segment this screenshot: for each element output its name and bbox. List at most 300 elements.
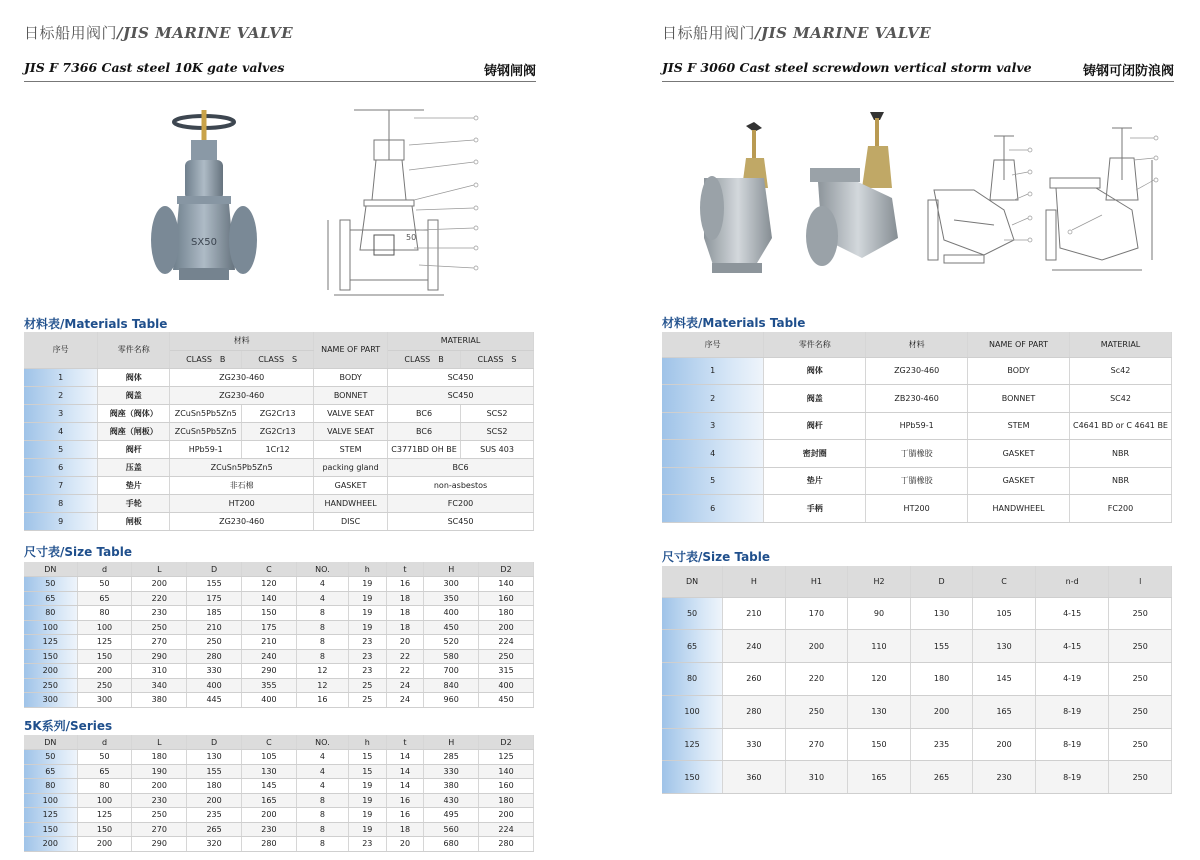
table-cell: 8-19 [1035, 728, 1109, 761]
header-material: MATERIAL [388, 332, 534, 350]
materials-table-title: 材料表/Materials Table [662, 316, 806, 330]
table-cell: 180 [132, 750, 187, 765]
table-row [24, 808, 534, 823]
cell-no: 3 [662, 412, 764, 440]
cell-dn: 65 [24, 591, 77, 606]
column-header: MATERIAL [1069, 332, 1171, 357]
table-cell: 250 [785, 695, 848, 728]
storm-valve-drawing-b [1042, 120, 1162, 280]
table-cell: 310 [132, 664, 187, 679]
table-cell: 180 [479, 606, 534, 621]
table-cell: ZB230-460 [866, 385, 968, 413]
table-cell: 8-19 [1035, 761, 1109, 794]
table-cell: 250 [77, 678, 132, 693]
table-cell: 200 [479, 808, 534, 823]
column-header: C [242, 735, 297, 750]
cell-dn: 125 [662, 728, 723, 761]
table-cell: 210 [187, 620, 242, 635]
product-name-en: JIS F 3060 Cast steel screwdown vertical storm valve [662, 60, 1032, 75]
cell-dn: 80 [24, 779, 77, 794]
cell-no: 5 [662, 467, 764, 495]
table-cell: 400 [187, 678, 242, 693]
table-cell: GASKET [968, 467, 1070, 495]
cell-part-cn: 垫片 [98, 476, 170, 494]
product-heading [662, 58, 1174, 82]
header-no: 序号 [24, 332, 98, 368]
header-class-s: CLASS S [242, 350, 314, 368]
table-cell: 8 [296, 808, 348, 823]
table-cell: 8 [296, 793, 348, 808]
column-header: h [348, 562, 386, 577]
table-row [662, 630, 1172, 663]
table-cell: 手柄 [764, 495, 866, 523]
table-row [24, 678, 534, 693]
table-cell: 15 [348, 764, 386, 779]
table-cell: 8 [296, 606, 348, 621]
cell-material-cn: ZCuSn5Pb5Zn5 [170, 458, 314, 476]
table-cell: C4641 BD or C 4641 BE [1069, 412, 1171, 440]
cell-material-class-b: C3771BD OH BE [388, 440, 461, 458]
column-header: NO. [296, 735, 348, 750]
table-cell: 130 [848, 695, 911, 728]
cell-no: 9 [24, 512, 98, 530]
cell-part-cn: 阀杆 [98, 440, 170, 458]
table-cell: 230 [973, 761, 1036, 794]
table-cell: 200 [132, 779, 187, 794]
table-row [662, 597, 1172, 630]
column-header: DN [24, 735, 77, 750]
cell-material: FC200 [388, 494, 534, 512]
cell-dn: 100 [662, 695, 723, 728]
storm-valve-drawing-a [924, 130, 1034, 275]
cell-material: SC450 [388, 368, 534, 386]
storm-valve-photo-side [802, 108, 912, 278]
column-header: D [187, 562, 242, 577]
column-header: C [973, 566, 1036, 597]
column-header: D [187, 735, 242, 750]
cell-name-of-part: packing gland [314, 458, 388, 476]
table-cell: 360 [723, 761, 786, 794]
cell-part-cn: 闸板 [98, 512, 170, 530]
cell-name-of-part: VALVE SEAT [314, 404, 388, 422]
table-cell: 160 [479, 591, 534, 606]
materials-table [24, 332, 534, 531]
table-cell: 210 [242, 635, 297, 650]
cell-dn: 200 [24, 664, 77, 679]
table-cell: 130 [910, 597, 973, 630]
table-cell: NBR [1069, 440, 1171, 468]
table-cell: 240 [723, 630, 786, 663]
table-cell: 4 [296, 779, 348, 794]
table-cell: 280 [242, 837, 297, 852]
column-header: D2 [479, 735, 534, 750]
table-cell: 阀杆 [764, 412, 866, 440]
table-cell: 阀盖 [764, 385, 866, 413]
header-class-s: CLASS S [461, 350, 534, 368]
cell-dn: 125 [24, 635, 77, 650]
table-cell: 290 [242, 664, 297, 679]
table-cell: 320 [187, 837, 242, 852]
table-cell: 250 [1109, 728, 1172, 761]
table-cell: 250 [1109, 663, 1172, 696]
table-cell: 224 [479, 635, 534, 650]
cell-material-cn: HT200 [170, 494, 314, 512]
table-cell: 520 [424, 635, 479, 650]
cell-name-of-part: VALVE SEAT [314, 422, 388, 440]
size-table [662, 566, 1172, 794]
cell-part-cn: 阀体 [98, 368, 170, 386]
column-header: D2 [479, 562, 534, 577]
brand-title-en: /JIS MARINE VALVE [755, 24, 932, 42]
table-cell: 165 [242, 793, 297, 808]
table-cell: 18 [386, 620, 424, 635]
cell-material-class-s: SCS2 [461, 404, 534, 422]
table-cell: 210 [723, 597, 786, 630]
table-cell: 265 [910, 761, 973, 794]
table-cell: 16 [386, 577, 424, 592]
cell-no: 3 [24, 404, 98, 422]
table-cell: 445 [187, 693, 242, 708]
table-cell: 200 [132, 577, 187, 592]
cell-no: 4 [24, 422, 98, 440]
table-cell: 300 [77, 693, 132, 708]
table-cell: 130 [242, 764, 297, 779]
table-row [24, 750, 534, 765]
table-cell: 160 [479, 779, 534, 794]
table-cell: 270 [785, 728, 848, 761]
table-cell: 280 [479, 837, 534, 852]
table-cell: 310 [785, 761, 848, 794]
table-cell: 15 [348, 750, 386, 765]
column-header: NO. [296, 562, 348, 577]
table-cell: 14 [386, 764, 424, 779]
cell-no: 4 [662, 440, 764, 468]
table-cell: 265 [187, 822, 242, 837]
table-cell: 350 [424, 591, 479, 606]
table-cell: 14 [386, 779, 424, 794]
table-cell: 19 [348, 822, 386, 837]
table-cell: 140 [479, 764, 534, 779]
brand-title-cn: 日标船用阀门 [662, 24, 756, 42]
table-cell: 19 [348, 793, 386, 808]
table-cell: 285 [424, 750, 479, 765]
table-row [24, 837, 534, 852]
table-row [662, 357, 1172, 385]
cell-material: SC450 [388, 512, 534, 530]
cell-material-s: ZG2Cr13 [242, 404, 314, 422]
table-cell: 960 [424, 693, 479, 708]
table-cell: ZG230-460 [866, 357, 968, 385]
table-cell: 315 [479, 664, 534, 679]
cell-dn: 200 [24, 837, 77, 852]
table-header-row [662, 566, 1172, 597]
table-cell: 580 [424, 649, 479, 664]
drawing-label: 50 [406, 233, 417, 242]
table-cell: 680 [424, 837, 479, 852]
column-header: t [386, 735, 424, 750]
table-cell: 170 [785, 597, 848, 630]
table-cell: 丁腈橡胶 [866, 440, 968, 468]
brand-title [24, 22, 293, 43]
table-cell: 25 [348, 693, 386, 708]
table-row [24, 793, 534, 808]
cell-no: 7 [24, 476, 98, 494]
cell-dn: 50 [24, 750, 77, 765]
table-cell: 垫片 [764, 467, 866, 495]
table-cell: 80 [77, 606, 132, 621]
column-header: n-d [1035, 566, 1109, 597]
table-cell: 200 [77, 664, 132, 679]
table-cell: 250 [1109, 695, 1172, 728]
table-cell: 155 [910, 630, 973, 663]
table-cell: 密封圈 [764, 440, 866, 468]
cell-dn: 300 [24, 693, 77, 708]
table-header-row [662, 332, 1172, 357]
table-cell: 240 [242, 649, 297, 664]
table-cell: 200 [910, 695, 973, 728]
table-cell: 200 [77, 837, 132, 852]
table-cell: 105 [973, 597, 1036, 630]
table-cell: 495 [424, 808, 479, 823]
table-cell: 20 [386, 635, 424, 650]
header-class-b: CLASS B [170, 350, 242, 368]
cell-dn: 65 [24, 764, 77, 779]
table-cell: BODY [968, 357, 1070, 385]
brand-title-en: /JIS MARINE VALVE [117, 24, 294, 42]
table-cell: 23 [348, 649, 386, 664]
table-cell: 155 [187, 764, 242, 779]
table-cell: 24 [386, 693, 424, 708]
cell-material: BC6 [388, 458, 534, 476]
column-header: L [132, 735, 187, 750]
table-cell: 4 [296, 750, 348, 765]
table-cell: 430 [424, 793, 479, 808]
table-row [662, 412, 1172, 440]
column-header: H [723, 566, 786, 597]
table-cell: 224 [479, 822, 534, 837]
table-cell: 16 [386, 808, 424, 823]
table-cell: 250 [1109, 597, 1172, 630]
table-row [24, 764, 534, 779]
materials-table [662, 332, 1172, 523]
table-cell: 4-15 [1035, 630, 1109, 663]
table-cell: 100 [77, 620, 132, 635]
table-cell: 65 [77, 764, 132, 779]
cell-material: non-asbestos [388, 476, 534, 494]
table-row [24, 649, 534, 664]
column-header: L [132, 562, 187, 577]
table-cell: 110 [848, 630, 911, 663]
table-cell: SC42 [1069, 385, 1171, 413]
table-cell: 16 [386, 793, 424, 808]
table-cell: 90 [848, 597, 911, 630]
table-cell: 260 [723, 663, 786, 696]
table-cell: 380 [132, 693, 187, 708]
cell-no: 6 [24, 458, 98, 476]
cell-part-cn: 阀座（闸板） [98, 422, 170, 440]
table-cell: 355 [242, 678, 297, 693]
table-cell: 250 [1109, 630, 1172, 663]
table-cell: 25 [348, 678, 386, 693]
cell-name-of-part: BONNET [314, 386, 388, 404]
column-header: DN [24, 562, 77, 577]
cell-material-class-s: SCS2 [461, 422, 534, 440]
table-cell: 65 [77, 591, 132, 606]
table-cell: 400 [242, 693, 297, 708]
table-row [24, 779, 534, 794]
table-cell: 400 [424, 606, 479, 621]
cell-part-cn: 压盖 [98, 458, 170, 476]
size-table-title: 尺寸表/Size Table [662, 550, 771, 564]
table-row [662, 440, 1172, 468]
column-header: 零件名称 [764, 332, 866, 357]
table-cell: 130 [187, 750, 242, 765]
table-cell: 220 [132, 591, 187, 606]
table-row [662, 695, 1172, 728]
table-cell: 450 [424, 620, 479, 635]
table-cell: 155 [187, 577, 242, 592]
table-row [24, 635, 534, 650]
table-cell: NBR [1069, 467, 1171, 495]
table-cell: 22 [386, 664, 424, 679]
table-cell: 200 [479, 620, 534, 635]
table-cell: 250 [132, 808, 187, 823]
table-cell: 8 [296, 635, 348, 650]
table-cell: STEM [968, 412, 1070, 440]
table-cell: 250 [187, 635, 242, 650]
table-cell: 140 [242, 591, 297, 606]
column-header: 材料 [866, 332, 968, 357]
table-row [24, 422, 534, 440]
cell-dn: 100 [24, 793, 77, 808]
table-cell: 80 [77, 779, 132, 794]
table-row [24, 404, 534, 422]
column-header: D [910, 566, 973, 597]
table-cell: 250 [132, 620, 187, 635]
table-cell: 700 [424, 664, 479, 679]
table-cell: 19 [348, 808, 386, 823]
table-cell: 330 [424, 764, 479, 779]
table-cell: 18 [386, 822, 424, 837]
table-cell: 560 [424, 822, 479, 837]
column-header: h [348, 735, 386, 750]
column-header: C [242, 562, 297, 577]
cell-no: 5 [24, 440, 98, 458]
table-cell: HPb59-1 [866, 412, 968, 440]
table-cell: 235 [187, 808, 242, 823]
brand-title [662, 22, 931, 43]
table-cell: 230 [132, 606, 187, 621]
cell-material-class-s: SUS 403 [461, 440, 534, 458]
table-cell: 200 [785, 630, 848, 663]
brand-title-cn: 日标船用阀门 [24, 24, 118, 42]
table-cell: 8 [296, 822, 348, 837]
cell-dn: 150 [24, 649, 77, 664]
table-cell: 20 [386, 837, 424, 852]
table-cell: 12 [296, 664, 348, 679]
table-row [662, 385, 1172, 413]
table-cell: 180 [187, 779, 242, 794]
table-cell: 125 [77, 808, 132, 823]
table-row [662, 467, 1172, 495]
cell-dn: 50 [24, 577, 77, 592]
table-cell: 丁腈橡胶 [866, 467, 968, 495]
storm-valve-photo-front [694, 118, 789, 278]
table-row [24, 620, 534, 635]
table-cell: 105 [242, 750, 297, 765]
cell-part-cn: 手轮 [98, 494, 170, 512]
gate-valve-drawing [324, 100, 489, 305]
table-cell: 290 [132, 649, 187, 664]
cell-material-class-b: BC6 [388, 422, 461, 440]
table-cell: 19 [348, 577, 386, 592]
table-cell: Sc42 [1069, 357, 1171, 385]
table-cell: 130 [973, 630, 1036, 663]
table-cell: HANDWHEEL [968, 495, 1070, 523]
cell-dn: 125 [24, 808, 77, 823]
photo-body-marking: SX50 [191, 237, 217, 248]
table-cell: 24 [386, 678, 424, 693]
table-cell: 4-19 [1035, 663, 1109, 696]
cell-name-of-part: HANDWHEEL [314, 494, 388, 512]
table-header-row [24, 735, 534, 750]
table-cell: 185 [187, 606, 242, 621]
product-name-cn: 铸钢闸阀 [483, 64, 536, 79]
cell-no: 8 [24, 494, 98, 512]
table-cell: 100 [77, 793, 132, 808]
table-cell: 150 [242, 606, 297, 621]
cell-name-of-part: DISC [314, 512, 388, 530]
table-cell: 340 [132, 678, 187, 693]
series-table-title: 5K系列/Series [24, 719, 113, 733]
table-cell: 280 [723, 695, 786, 728]
cell-dn: 80 [662, 663, 723, 696]
table-cell: BONNET [968, 385, 1070, 413]
table-cell: 18 [386, 606, 424, 621]
materials-table-title: 材料表/Materials Table [24, 317, 168, 331]
table-cell: 180 [910, 663, 973, 696]
cell-part-cn: 阀座（阀体） [98, 404, 170, 422]
product-name-en: JIS F 7366 Cast steel 10K gate valves [24, 60, 285, 75]
table-cell: 250 [479, 649, 534, 664]
table-cell: 200 [973, 728, 1036, 761]
table-row [662, 761, 1172, 794]
table-cell: 150 [848, 728, 911, 761]
cell-material-cn: 非石棉 [170, 476, 314, 494]
table-row [24, 476, 534, 494]
table-cell: HT200 [866, 495, 968, 523]
table-cell: 300 [424, 577, 479, 592]
table-cell: 4 [296, 764, 348, 779]
gate-valve-photo [149, 100, 259, 300]
table-cell: 380 [424, 779, 479, 794]
cell-dn: 50 [662, 597, 723, 630]
table-row [24, 458, 534, 476]
table-header-row [24, 562, 534, 577]
cell-material-cn: ZG230-460 [170, 386, 314, 404]
table-cell: 125 [479, 750, 534, 765]
left-catalog-panel [24, 0, 536, 860]
table-cell: 23 [348, 635, 386, 650]
table-cell: 175 [187, 591, 242, 606]
product-heading [24, 58, 536, 82]
table-cell: 8-19 [1035, 695, 1109, 728]
table-cell: 400 [479, 678, 534, 693]
table-cell: 150 [77, 649, 132, 664]
table-cell: 250 [1109, 761, 1172, 794]
table-cell: 145 [973, 663, 1036, 696]
column-header: H2 [848, 566, 911, 597]
